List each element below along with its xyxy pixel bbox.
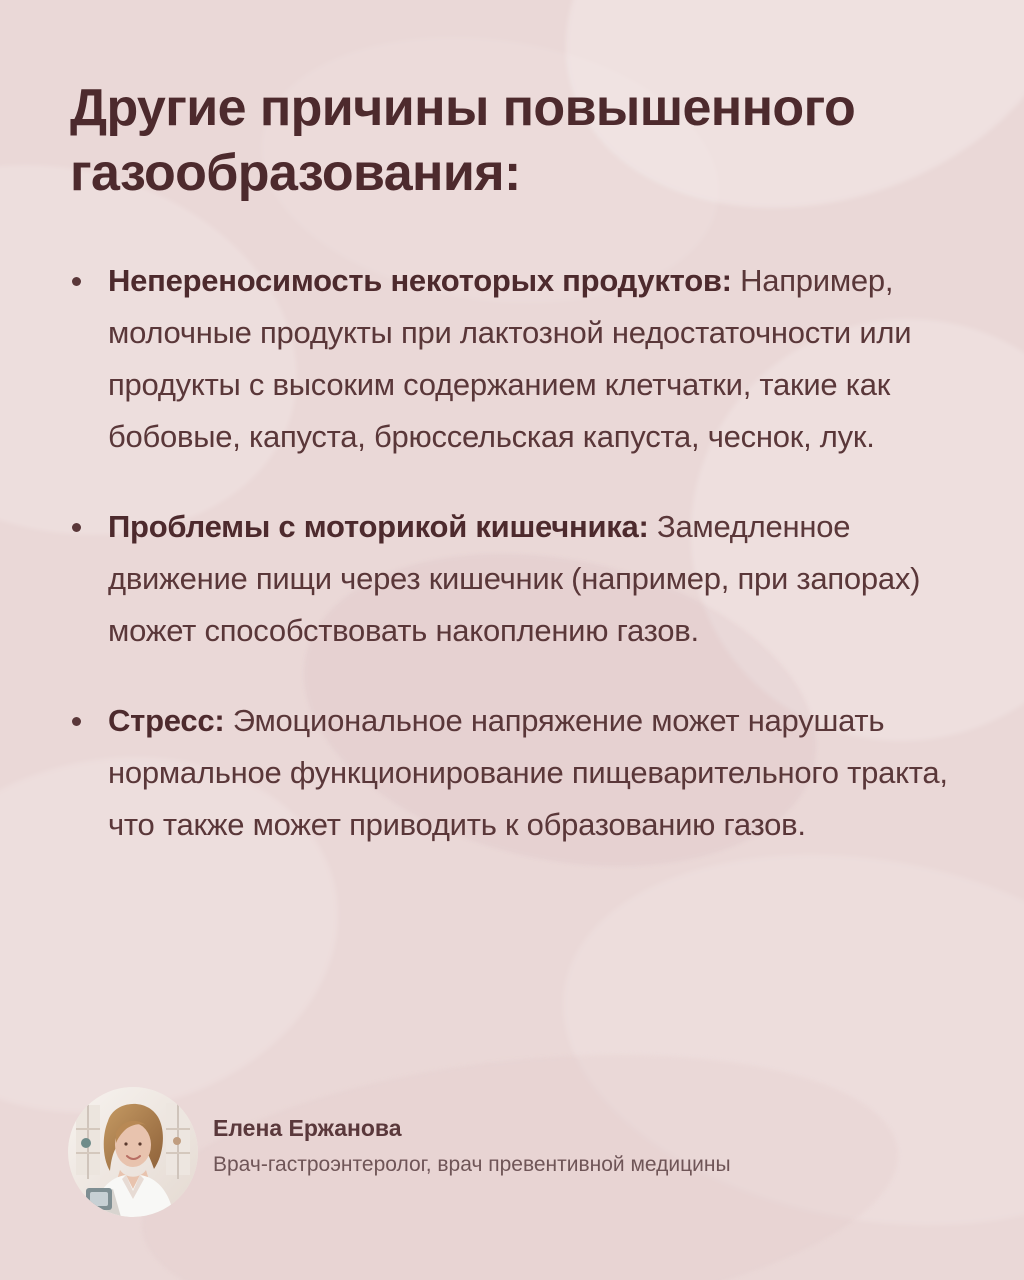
- bullet-dot-icon: [72, 277, 81, 286]
- list-item: [72, 501, 957, 657]
- author-role: Врач-гастроэнтеролог, врач превентивной медицины: [213, 1153, 731, 1176]
- avatar-image: [68, 1087, 198, 1217]
- bullet-dot-icon: [72, 523, 81, 532]
- author-name: Елена Ержанова: [213, 1115, 402, 1141]
- avatar: [68, 1087, 198, 1217]
- list-item: [72, 695, 957, 851]
- list-item-text: Эмоциональное напряжение может нарушать нормальное функционирование пищеварительного тракта, что также может приводить к образованию газов.: [108, 703, 948, 842]
- list-item-heading: Стресс:: [108, 703, 225, 738]
- author-block: [68, 1087, 928, 1217]
- list-item: [72, 255, 957, 463]
- list-item-heading: Непереносимость некоторых продуктов:: [108, 263, 732, 298]
- list-item-text: Например, молочные продукты при лактозной недостаточности или продукты с высоким содержанием клетчатки, такие как бобовые, капуста, брюссельская капуста, чеснок, лук.: [108, 263, 912, 454]
- page-title: Другие причины повышенного газообразования:: [70, 79, 856, 202]
- list-item-text: Замедленное движение пищи через кишечник (например, при запорах) может способствовать накоплению газов.: [108, 509, 921, 648]
- bullet-dot-icon: [72, 717, 81, 726]
- causes-list: [72, 255, 957, 851]
- list-item-heading: Проблемы с моторикой кишечника:: [108, 509, 649, 544]
